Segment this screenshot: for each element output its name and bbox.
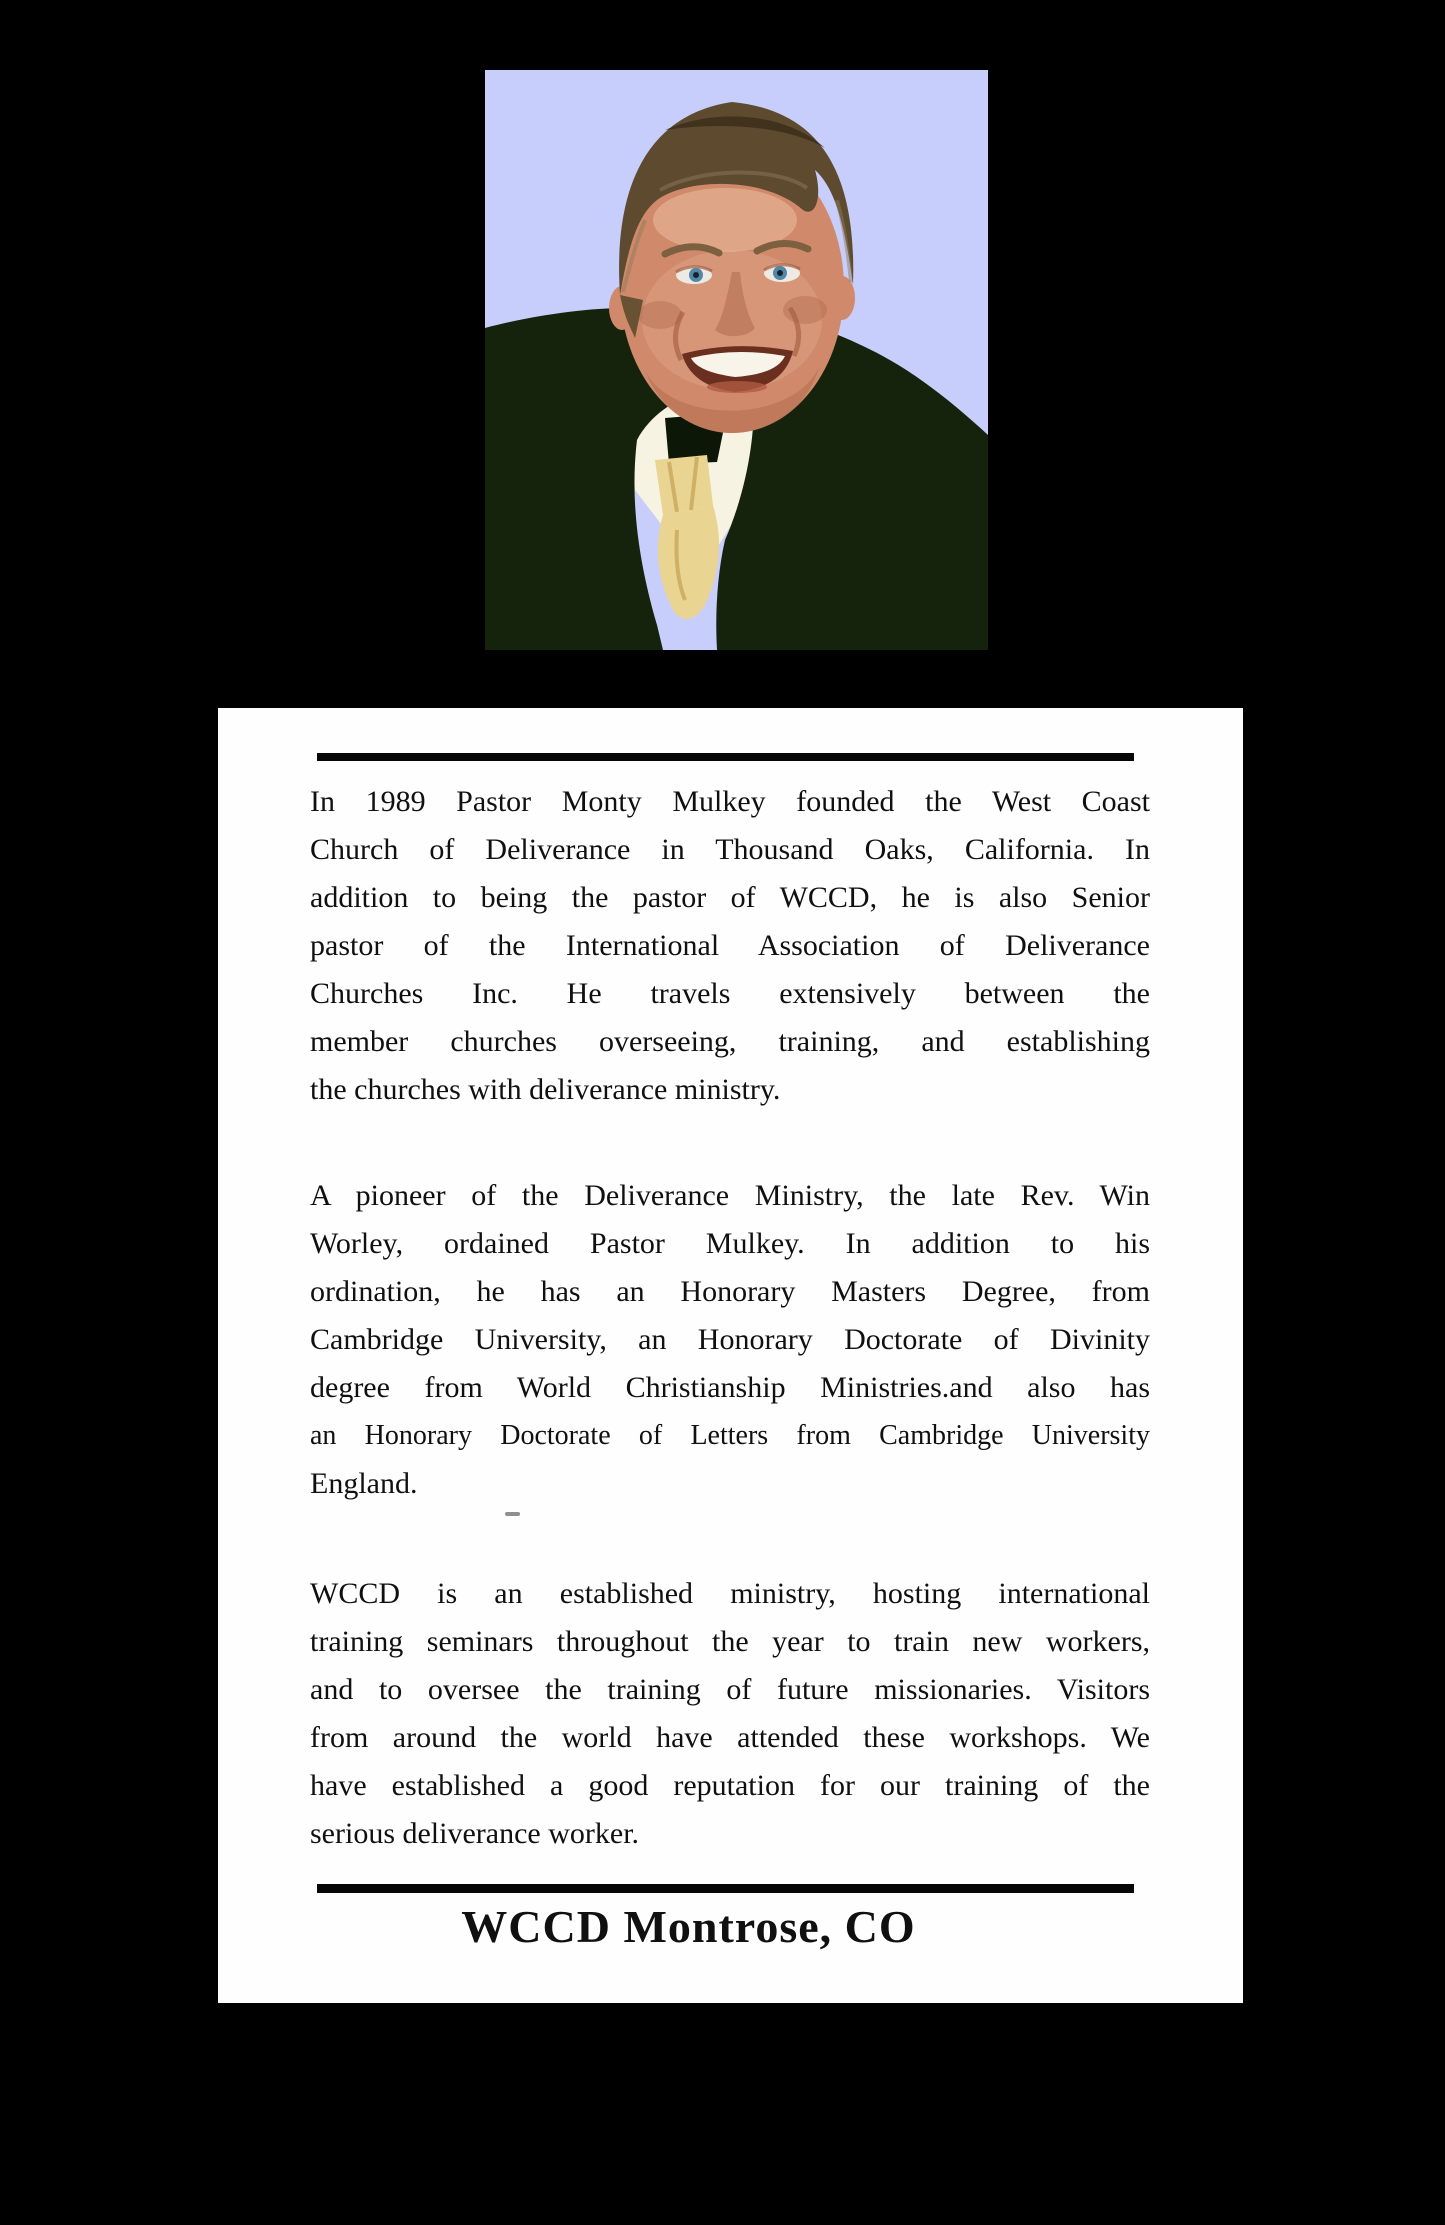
text-line: the churches with deliverance ministry. [310, 1073, 781, 1106]
text-line: serious deliverance worker. [310, 1817, 640, 1850]
bio-paragraph-3 [310, 1570, 1150, 1858]
text-line: member churches overseeing, training, and establishing [310, 1025, 1150, 1058]
right-eye-shape [764, 264, 800, 282]
text-line: pastor of the International Association of Deliverance [310, 929, 1150, 962]
text-line: an Honorary Doctorate of Letters from Cambridge University [310, 1420, 1150, 1451]
left-eye-shape [676, 266, 712, 284]
text-line: addition to being the pastor of WCCD, he is also Senior [310, 881, 1150, 914]
bio-paragraph-2 [310, 1172, 1150, 1508]
text-line: from around the world have attended these workshops. We [310, 1721, 1150, 1754]
bio-paragraph-1 [310, 778, 1150, 1114]
text-line: Worley, ordained Pastor Mulkey. In addition to his [310, 1227, 1150, 1260]
top-rule [317, 753, 1134, 761]
portrait-svg [485, 70, 988, 650]
text-line: degree from World Christianship Ministries.and also has [310, 1371, 1150, 1404]
text-line: WCCD is an established ministry, hosting international [310, 1577, 1150, 1610]
bottom-rule [317, 1884, 1134, 1893]
text-line: Churches Inc. He travels extensively between the [310, 977, 1150, 1010]
text-line: England. [310, 1467, 418, 1500]
text-line: In 1989 Pastor Monty Mulkey founded the West Coast [310, 785, 1150, 818]
text-line: Cambridge University, an Honorary Doctorate of Divinity [310, 1323, 1150, 1356]
text-line: ordination, he has an Honorary Masters Degree, from [310, 1275, 1150, 1308]
portrait-photo [485, 70, 988, 650]
text-line: A pioneer of the Deliverance Ministry, the late Rev. Win [310, 1179, 1150, 1212]
scan-artifact-dash [505, 1512, 520, 1516]
footer-title: WCCD Montrose, CO [461, 1901, 916, 1952]
text-line: training seminars throughout the year to train new workers, [310, 1625, 1150, 1658]
text-line: and to oversee the training of future missionaries. Visitors [310, 1673, 1150, 1706]
text-line: Church of Deliverance in Thousand Oaks, California. In [310, 833, 1150, 866]
text-line: have established a good reputation for our training of the [310, 1769, 1150, 1802]
info-card [218, 708, 1243, 2003]
